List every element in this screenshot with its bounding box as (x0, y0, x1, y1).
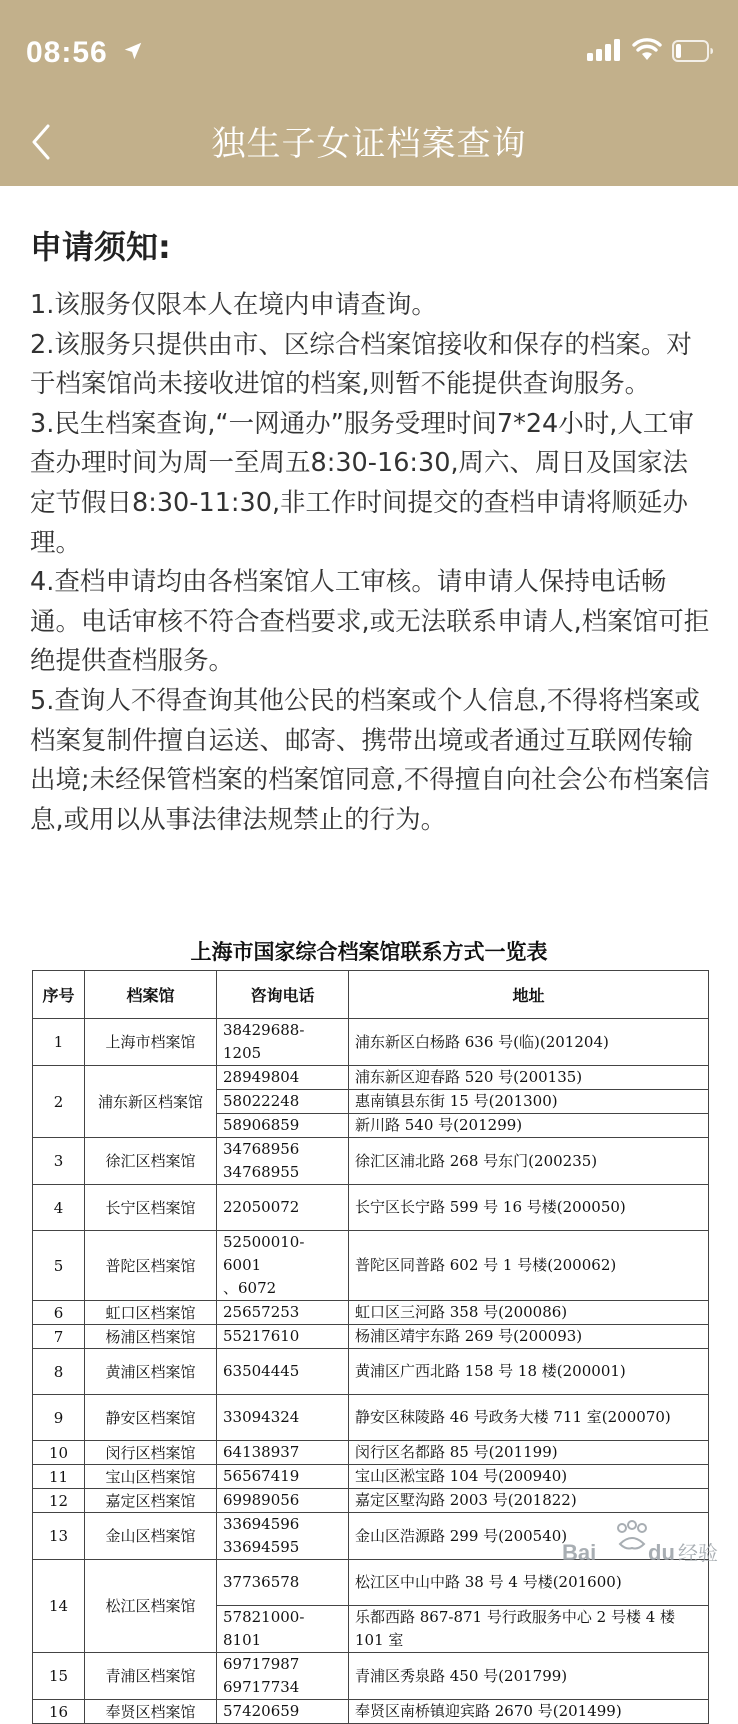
notice-item: 5.查询人不得查询其他公民的档案或个人信息,不得将档案或档案复制件擅自运送、邮寄、携带出境或者通过互联网传输出境;未经保管档案的档案馆同意,不得擅自向社会公布档案信息,或用以从事法律法规禁止的行为。 (30, 685, 710, 835)
table-row (33, 1325, 709, 1349)
table-row (33, 1395, 709, 1441)
address-cell: 青浦区秀泉路 450 号(201799) (349, 1653, 709, 1700)
phone-number[interactable]: 33694596 (223, 1515, 300, 1533)
row-number: 13 (33, 1513, 85, 1560)
row-number: 11 (33, 1465, 85, 1489)
archive-name: 嘉定区档案馆 (85, 1489, 217, 1513)
address-cell: 惠南镇县东街 15 号(201300) (349, 1090, 709, 1114)
address-cell: 黄浦区广西北路 158 号 18 楼(200001) (349, 1349, 709, 1395)
row-number: 14 (33, 1560, 85, 1653)
row-number: 2 (33, 1066, 85, 1138)
archive-name: 静安区档案馆 (85, 1395, 217, 1441)
table-body (33, 1019, 709, 1724)
phone-cell (217, 1441, 349, 1465)
phone-number[interactable]: 34768955 (223, 1163, 300, 1181)
archive-name: 松江区档案馆 (85, 1560, 217, 1653)
table-row (33, 1465, 709, 1489)
phone-cell (217, 1560, 349, 1606)
phone-number[interactable]: 69717987 (223, 1655, 300, 1673)
phone-number[interactable]: 55217610 (223, 1327, 300, 1345)
phone-number[interactable]: 58906859 (223, 1116, 300, 1134)
address-cell: 松江区中山中路 38 号 4 号楼(201600) (349, 1560, 709, 1606)
phone-number[interactable]: 64138937 (223, 1443, 300, 1461)
phone-number[interactable]: 63504445 (223, 1362, 300, 1380)
phone-cell (217, 1489, 349, 1513)
address-cell: 长宁区长宁路 599 号 16 号楼(200050) (349, 1185, 709, 1231)
archive-name: 金山区档案馆 (85, 1513, 217, 1560)
row-number: 3 (33, 1138, 85, 1185)
notice-list (30, 286, 710, 840)
notice-item: 2.该服务只提供由市、区综合档案馆接收和保存的档案。对于档案馆尚未接收进馆的档案,则暂不能提供查询服务。 (30, 329, 692, 400)
svg-text:经验: 经验 (678, 1541, 718, 1565)
battery-icon (672, 40, 714, 62)
archive-name: 长宁区档案馆 (85, 1185, 217, 1231)
table-row (33, 1349, 709, 1395)
phone-cell (217, 1465, 349, 1489)
table-row (33, 1231, 709, 1301)
phone-number[interactable]: 、6072 (223, 1279, 277, 1297)
table-row (33, 1700, 709, 1724)
phone-number[interactable]: 52500010-6001 (223, 1233, 305, 1274)
row-number: 7 (33, 1325, 85, 1349)
table-row (33, 1066, 709, 1090)
svg-text:Bai: Bai (562, 1540, 597, 1565)
archive-name: 上海市档案馆 (85, 1019, 217, 1066)
address-cell: 静安区秣陵路 46 号政务大楼 711 室(200070) (349, 1395, 709, 1441)
status-time: 08:56 (26, 36, 108, 69)
address-cell: 嘉定区墅沟路 2003 号(201822) (349, 1489, 709, 1513)
phone-number[interactable]: 37736578 (223, 1573, 300, 1591)
phone-cell (217, 1349, 349, 1395)
notice-item: 1.该服务仅限本人在境内申请查询。 (30, 290, 437, 320)
row-number: 16 (33, 1700, 85, 1724)
address-cell: 金山区浩源路 299 号(200540) (349, 1513, 709, 1560)
phone-number[interactable]: 28949804 (223, 1068, 300, 1086)
archive-name: 黄浦区档案馆 (85, 1349, 217, 1395)
phone-cell (217, 1325, 349, 1349)
table-row (33, 1019, 709, 1066)
header-address: 地址 (349, 971, 709, 1019)
phone-number[interactable]: 33094324 (223, 1408, 300, 1426)
phone-number[interactable]: 38429688-1205 (223, 1021, 305, 1062)
archive-name: 浦东新区档案馆 (85, 1066, 217, 1138)
table-row (33, 1489, 709, 1513)
row-number: 12 (33, 1489, 85, 1513)
phone-number[interactable]: 69989056 (223, 1491, 300, 1509)
phone-cell (217, 1301, 349, 1325)
header-no: 序号 (33, 971, 85, 1019)
archive-name: 杨浦区档案馆 (85, 1325, 217, 1349)
row-number: 4 (33, 1185, 85, 1231)
notice-heading: 申请须知: (30, 228, 171, 266)
status-bar (0, 0, 738, 100)
header-phone: 咨询电话 (217, 971, 349, 1019)
address-cell: 宝山区淞宝路 104 号(200940) (349, 1465, 709, 1489)
archive-name: 青浦区档案馆 (85, 1653, 217, 1700)
table-row (33, 1513, 709, 1560)
phone-cell (217, 1066, 349, 1090)
archive-name: 宝山区档案馆 (85, 1465, 217, 1489)
archive-name: 奉贤区档案馆 (85, 1700, 217, 1724)
row-number: 9 (33, 1395, 85, 1441)
phone-cell (217, 1231, 349, 1301)
archive-contact-table (32, 970, 709, 1724)
phone-cell (217, 1700, 349, 1724)
wifi-icon (632, 36, 662, 62)
phone-cell (217, 1019, 349, 1066)
cellular-signal-icon (586, 38, 622, 62)
svg-text:du: du (648, 1540, 675, 1565)
phone-cell (217, 1185, 349, 1231)
phone-number[interactable]: 33694595 (223, 1538, 300, 1556)
phone-cell (217, 1090, 349, 1114)
app-header (0, 0, 738, 186)
table-row (33, 1185, 709, 1231)
phone-number[interactable]: 34768956 (223, 1140, 300, 1158)
notice-item: 4.查档申请均由各档案馆人工审核。请申请人保持电话畅通。电话审核不符合查档要求,或无法联系申请人,档案馆可拒绝提供查档服务。 (30, 567, 710, 677)
phone-number[interactable]: 58022248 (223, 1092, 300, 1110)
table-row (33, 1138, 709, 1185)
address-cell: 杨浦区靖宇东路 269 号(200093) (349, 1325, 709, 1349)
phone-cell (217, 1395, 349, 1441)
table-row (33, 1653, 709, 1700)
phone-number[interactable]: 57821000-8101 (223, 1608, 305, 1649)
table-row (33, 1560, 709, 1606)
address-cell: 徐汇区浦北路 268 号东门(200235) (349, 1138, 709, 1185)
phone-cell (217, 1114, 349, 1138)
archive-name: 徐汇区档案馆 (85, 1138, 217, 1185)
phone-number[interactable]: 25657253 (223, 1303, 300, 1321)
location-arrow-icon (122, 40, 144, 62)
phone-number[interactable]: 22050072 (223, 1198, 300, 1216)
address-cell: 浦东新区迎春路 520 号(200135) (349, 1066, 709, 1090)
address-cell: 闵行区名都路 85 号(201199) (349, 1441, 709, 1465)
table-header-row (33, 971, 709, 1019)
archive-name: 闵行区档案馆 (85, 1441, 217, 1465)
row-number: 10 (33, 1441, 85, 1465)
header-archive: 档案馆 (85, 971, 217, 1019)
address-cell: 奉贤区南桥镇迎宾路 2670 号(201499) (349, 1700, 709, 1724)
table-row (33, 1301, 709, 1325)
archive-contact-table-wrap (32, 970, 708, 1724)
phone-cell (217, 1653, 349, 1700)
phone-number[interactable]: 69717734 (223, 1678, 300, 1696)
address-cell: 普陀区同普路 602 号 1 号楼(200062) (349, 1231, 709, 1301)
archive-name: 普陀区档案馆 (85, 1231, 217, 1301)
notice-item: 3.民生档案查询,“一网通办”服务受理时间7*24小时,人工审查办理时间为周一至周五8:30-16:30,周六、周日及国家法定节假日8:30-11:30,非工作时间提交的查档申请将顺延办理。 (30, 408, 694, 558)
address-cell: 浦东新区白杨路 636 号(临)(201204) (349, 1019, 709, 1066)
address-cell: 乐都西路 867-871 号行政服务中心 2 号楼 4 楼 101 室 (349, 1606, 709, 1653)
address-cell: 虹口区三河路 358 号(200086) (349, 1301, 709, 1325)
table-title: 上海市国家综合档案馆联系方式一览表 (190, 939, 548, 964)
row-number: 1 (33, 1019, 85, 1066)
phone-cell (217, 1513, 349, 1560)
row-number: 8 (33, 1349, 85, 1395)
page-title: 独生子女证档案查询 (211, 124, 527, 164)
archive-name: 虹口区档案馆 (85, 1301, 217, 1325)
table-row (33, 1441, 709, 1465)
address-cell: 新川路 540 号(201299) (349, 1114, 709, 1138)
phone-number[interactable]: 57420659 (223, 1702, 300, 1720)
row-number: 6 (33, 1301, 85, 1325)
phone-number[interactable]: 56567419 (223, 1467, 300, 1485)
row-number: 15 (33, 1653, 85, 1700)
phone-cell (217, 1606, 349, 1653)
phone-cell (217, 1138, 349, 1185)
row-number: 5 (33, 1231, 85, 1301)
